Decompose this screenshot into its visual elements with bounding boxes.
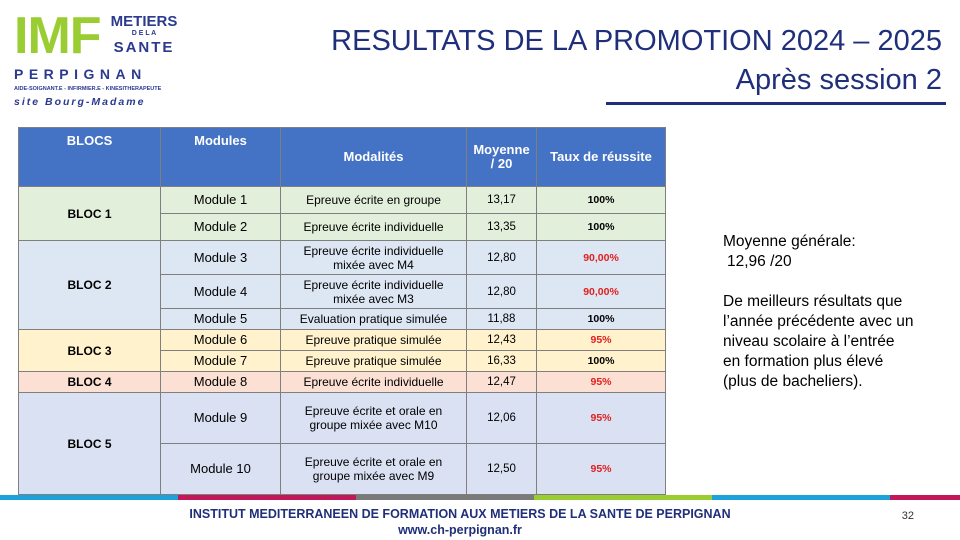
modalite-cell: [281, 241, 467, 275]
summary-line: De meilleurs résultats que: [723, 293, 903, 310]
results-table: [18, 127, 666, 495]
table-row: [19, 393, 666, 444]
logo-site-text: site Bourg-Madame: [14, 96, 146, 108]
page-subtitle: Après session 2: [735, 64, 942, 96]
summary-spacer: [723, 272, 948, 292]
moyenne-cell: 12,47: [467, 372, 537, 393]
taux-cell: 100%: [537, 351, 666, 372]
modalite-cell: Epreuve pratique simulée: [281, 330, 467, 351]
bloc-label: BLOC 5: [19, 393, 161, 495]
footer-bar-segment: [712, 495, 890, 500]
modalite-cell: Epreuve écrite individuelle: [281, 214, 467, 241]
module-cell: Module 7: [161, 351, 281, 372]
modalite-line2: mixée avec M4: [333, 257, 414, 272]
summary-average: 12,96 /20: [727, 253, 792, 270]
table-row: [19, 330, 666, 351]
summary-line: (plus de bacheliers).: [723, 373, 863, 390]
table-row: [19, 241, 666, 275]
modalite-cell: Epreuve écrite individuelle: [281, 372, 467, 393]
summary-text: [723, 232, 948, 392]
title-underline: [606, 102, 946, 105]
header-moyenne-line1: Moyenne: [473, 142, 530, 157]
moyenne-cell: 12,80: [467, 241, 537, 275]
footer-bar-segment: [356, 495, 534, 500]
logo-professions-text: AIDE-SOIGNANT.E - INFIRMIER.E - KINESITHERAPEUTE: [14, 86, 162, 92]
bloc-label: BLOC 4: [19, 372, 161, 393]
header-taux: Taux de réussite: [537, 128, 666, 187]
header-moyenne: [467, 128, 537, 187]
modalite-cell: Epreuve pratique simulée: [281, 351, 467, 372]
module-cell: Module 4: [161, 275, 281, 309]
module-cell: Module 1: [161, 187, 281, 214]
moyenne-cell: 13,17: [467, 187, 537, 214]
moyenne-cell: 12,43: [467, 330, 537, 351]
table-row: [19, 372, 666, 393]
module-cell: Module 6: [161, 330, 281, 351]
summary-line: l’année précédente avec un: [723, 313, 914, 330]
logo-sante-text: SANTE: [113, 39, 175, 56]
footer-bar-segment: [178, 495, 356, 500]
modalite-cell: [281, 444, 467, 495]
module-cell: Module 10: [161, 444, 281, 495]
taux-cell: 90,00%: [537, 275, 666, 309]
moyenne-cell: 11,88: [467, 309, 537, 330]
taux-cell: 90,00%: [537, 241, 666, 275]
module-cell: Module 8: [161, 372, 281, 393]
summary-line: Moyenne générale:: [723, 233, 856, 250]
footer-institute: INSTITUT MEDITERRANEEN DE FORMATION AUX METIERS DE LA SANTE DE PERPIGNAN: [189, 507, 731, 521]
taux-cell: 95%: [537, 393, 666, 444]
modalite-line2: groupe mixée avec M10: [309, 418, 438, 432]
modalite-line2: mixée avec M3: [333, 291, 414, 306]
summary-line: en formation plus élevé: [723, 353, 884, 370]
taux-cell: 100%: [537, 187, 666, 214]
bloc-label: BLOC 3: [19, 330, 161, 372]
page-title: RESULTATS DE LA PROMOTION 2024 – 2025: [331, 25, 942, 57]
module-cell: Module 2: [161, 214, 281, 241]
modalite-line1: Epreuve écrite et orale en: [304, 455, 443, 469]
bloc-label: BLOC 2: [19, 241, 161, 330]
footer-bar-segment: [0, 495, 178, 500]
imf-logo: [12, 8, 182, 112]
modalite-cell: Epreuve écrite en groupe: [281, 187, 467, 214]
taux-cell: 95%: [537, 372, 666, 393]
taux-cell: 100%: [537, 214, 666, 241]
footer-website[interactable]: www.ch-perpignan.fr: [398, 523, 522, 537]
header-moyenne-line2: / 20: [490, 156, 513, 171]
moyenne-cell: 12,06: [467, 393, 537, 444]
table-row: [19, 187, 666, 214]
moyenne-cell: 16,33: [467, 351, 537, 372]
modalite-cell: Evaluation pratique simulée: [281, 309, 467, 330]
module-cell: Module 5: [161, 309, 281, 330]
module-cell: Module 9: [161, 393, 281, 444]
modalite-line1: Epreuve écrite individuelle: [303, 277, 444, 292]
logo-metiers-text: METIERS: [110, 13, 178, 30]
header-modules: Modules: [161, 128, 281, 187]
header-modalites: Modalités: [281, 128, 467, 187]
moyenne-cell: 13,35: [467, 214, 537, 241]
module-cell: Module 3: [161, 241, 281, 275]
logo-imf-text: IMF: [14, 7, 101, 65]
modalite-line2: groupe mixée avec M9: [312, 469, 435, 483]
taux-cell: 95%: [537, 330, 666, 351]
logo-city-text: PERPIGNAN: [14, 66, 147, 82]
bloc-label: BLOC 1: [19, 187, 161, 241]
modalite-line1: Epreuve écrite individuelle: [303, 243, 444, 258]
table-header-row: [19, 128, 666, 187]
taux-cell: 95%: [537, 444, 666, 495]
summary-line: niveau scolaire à l’entrée: [723, 333, 895, 350]
modalite-cell: [281, 275, 467, 309]
moyenne-cell: 12,80: [467, 275, 537, 309]
modalite-cell: [281, 393, 467, 444]
modalite-line1: Epreuve écrite et orale en: [304, 404, 443, 418]
footer-bar-segment: [534, 495, 712, 500]
moyenne-cell: 12,50: [467, 444, 537, 495]
page-number: 32: [901, 510, 914, 522]
logo-de-la-text: D E L A: [131, 30, 157, 37]
taux-cell: 100%: [537, 309, 666, 330]
header-blocs: BLOCS: [19, 128, 161, 187]
footer-bar-segment: [890, 495, 960, 500]
